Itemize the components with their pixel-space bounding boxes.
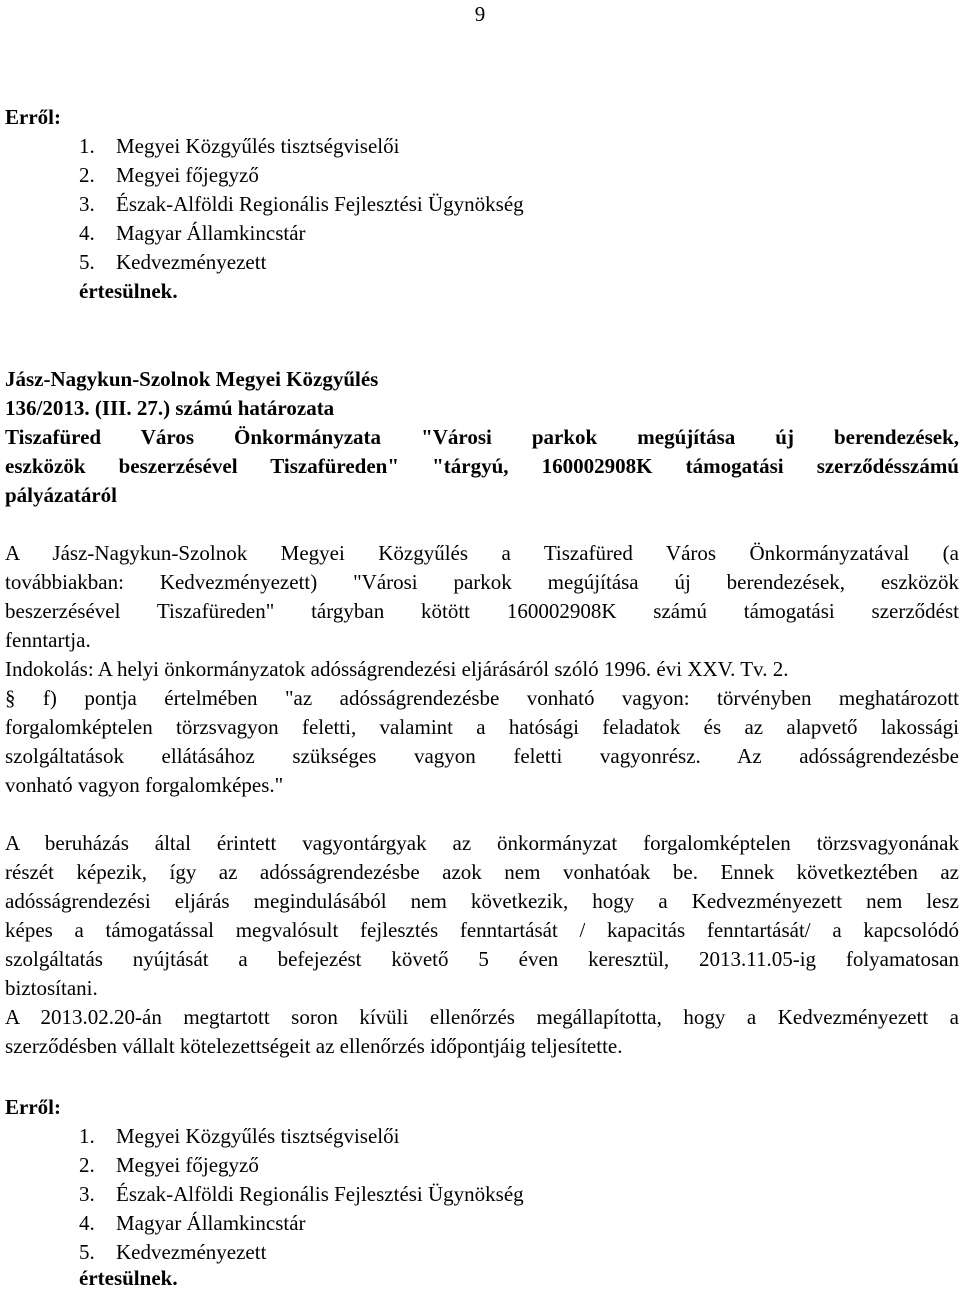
list-item: 3. Észak-Alföldi Regionális Fejlesztési Ügynökség [79,192,524,216]
paragraph-line: fenntartja. [5,628,91,652]
list-item: 2. Megyei főjegyző [79,163,259,187]
list-item: 1. Megyei Közgyűlés tisztségviselői [79,1124,400,1148]
paragraph-line: szolgáltatások ellátásához szükséges vagyon feletti vagyonrész. Az adósságrendezésbe [5,744,959,768]
paragraph-line: továbbiakban: Kedvezményezett) "Városi parkok megújítása új berendezések, eszközök [5,570,959,594]
paragraph-line: vonható vagyon forgalomképes." [5,773,284,797]
paragraph-line: biztosítani. [5,976,98,1000]
paragraph-line: A 2013.02.20-án megtartott soron kívüli ellenőrzés megállapította, hogy a Kedvezményezett a [5,1005,959,1029]
list-item: 1. Megyei Közgyűlés tisztségviselői [79,134,400,158]
list-item: 2. Megyei főjegyző [79,1153,259,1177]
paragraph-line: A beruházás által érintett vagyontárgyak az önkormányzat forgalomképtelen törzsvagyonának [5,831,959,855]
paragraph-line: § f) pontja értelmében "az adósságrendezésbe vonható vagyon: törvényben meghatározott [5,686,959,710]
paragraph-line: A Jász-Nagykun-Szolnok Megyei Közgyűlés a Tiszafüred Város Önkormányzatával (a [5,541,959,565]
notification-footer: értesülnek. [79,279,178,303]
paragraph-line: adósságrendezési eljárás megindulásából nem következik, hogy a Kedvezményezett nem lesz [5,889,959,913]
paragraph-line: szerződésben vállalt kötelezettségeit az ellenőrzés időpontjáig teljesítette. [5,1034,623,1058]
paragraph-line: beszerzésével Tiszafüreden" tárgyban kötött 160002908K számú támogatási szerződést [5,599,959,623]
resolution-title-line: Tiszafüred Város Önkormányzata "Városi parkok megújítása új berendezések, [5,425,959,449]
page-number: 9 [474,2,486,26]
notification-header: Erről: [5,1095,61,1119]
paragraph-line: részét képezik, így az adósságrendezésbe azok nem vonhatóak be. Ennek következtében az [5,860,959,884]
paragraph-line: Indokolás: A helyi önkormányzatok adósságrendezési eljárásáról szóló 1996. évi XXV. Tv. 2. [5,657,789,681]
list-item: 3. Észak-Alföldi Regionális Fejlesztési Ügynökség [79,1182,524,1206]
notification-footer: értesülnek. [79,1266,178,1290]
paragraph-line: forgalomképtelen törzsvagyon feletti, valamint a hatósági feladatok és az alapvető lakossági [5,715,959,739]
paragraph-line: képes a támogatással megvalósult fejlesztés fenntartását / kapacitás fenntartását/ a kapcsolódó [5,918,959,942]
notification-header: Erről: [5,105,61,129]
list-item: 5. Kedvezményezett [79,1240,267,1264]
list-item: 5. Kedvezményezett [79,250,267,274]
resolution-title-line: pályázatáról [5,483,117,507]
list-item: 4. Magyar Államkincstár [79,1211,306,1235]
resolution-title-line: eszközök beszerzésével Tiszafüreden" "tárgyú, 160002908K támogatási szerződésszámú [5,454,959,478]
resolution-title-line: 136/2013. (III. 27.) számú határozata [5,396,335,420]
list-item: 4. Magyar Államkincstár [79,221,306,245]
resolution-title-line: Jász-Nagykun-Szolnok Megyei Közgyűlés [5,367,379,391]
paragraph-line: szolgáltatás nyújtását a befejezést követő 5 éven keresztül, 2013.11.05-ig folyamatosan [5,947,959,971]
